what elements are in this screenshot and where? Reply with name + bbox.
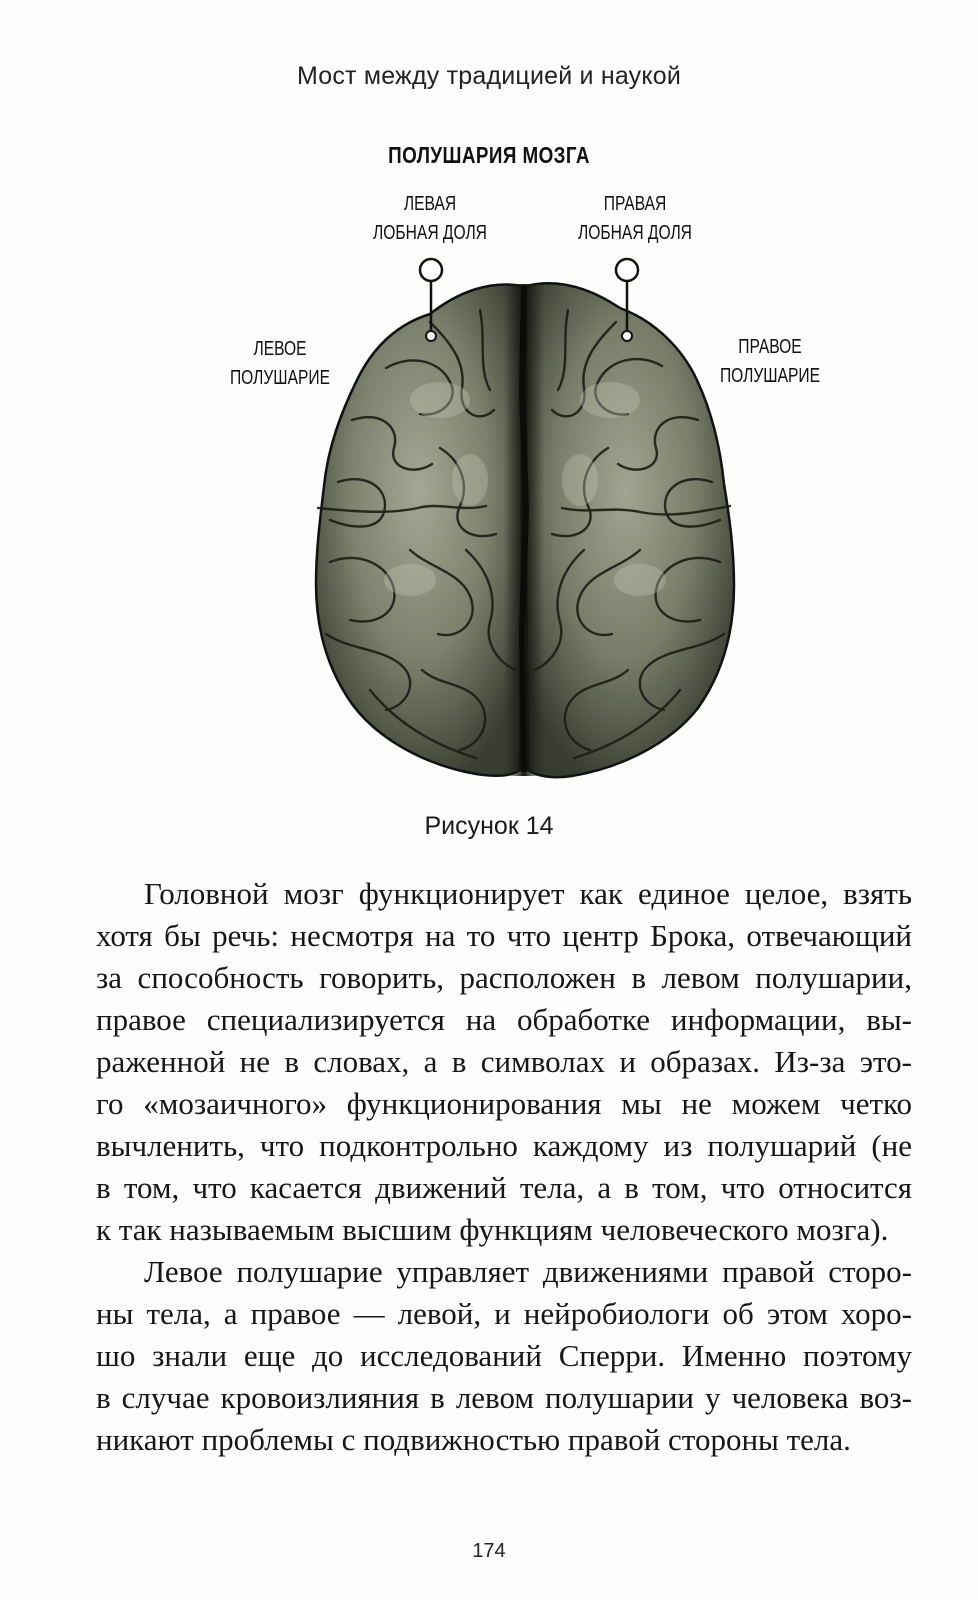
text-line: никают проблемы с подвижностью правой стороны тела.	[96, 1422, 851, 1457]
text-line: в случае кровоизлияния в левом полушарии у человека воз-	[96, 1380, 912, 1415]
paragraph	[96, 1251, 912, 1461]
label-line: ЛЕВАЯ	[403, 193, 457, 215]
text-line: шо знали еще до исследований Сперри. Именно поэтому	[96, 1338, 912, 1373]
paragraph	[96, 873, 912, 1251]
text-line: Головной мозг функционирует как единое целое, взять	[144, 876, 912, 911]
text-line: Левое полушарие управляет движениями правой сторо-	[144, 1254, 912, 1289]
label-line: ПРАВОЕ	[738, 336, 802, 358]
text-line: ны тела, а правое — левой, и нейробиологи об этом хоро-	[96, 1296, 912, 1331]
text-line: к так называемым высшим функциям человеческого мозга).	[96, 1212, 889, 1247]
figure-caption: Рисунок 14	[424, 812, 554, 840]
right-hemisphere-shape	[526, 283, 734, 777]
left-hemisphere-shape	[316, 284, 522, 775]
text-line: правое специализируется на обработке информации, вы-	[96, 1002, 912, 1037]
text-line: в том, что касается движений тела, а в том, что относится	[96, 1170, 912, 1205]
running-head: Мост между традицией и наукой	[296, 62, 682, 90]
text-line: хотя бы речь: несмотря на то что центр Брока, отвечающий	[96, 918, 912, 953]
brain-top-view-icon	[290, 250, 750, 790]
page-number: 174	[472, 1540, 506, 1562]
label-line: ЛОБНАЯ ДОЛЯ	[578, 222, 692, 244]
label-line: ЛОБНАЯ ДОЛЯ	[373, 222, 487, 244]
label-line: ЛЕВОЕ	[253, 338, 307, 360]
text-line: за способность говорить, расположен в левом полушарии,	[96, 960, 912, 995]
text-line: вычленить, что подконтрольно каждому из полушарий (не	[96, 1128, 912, 1163]
label-left-frontal-lobe	[364, 190, 497, 248]
label-line: ПОЛУШАРИЕ	[229, 367, 331, 389]
figure-title: ПОЛУШАРИЯ МОЗГА	[388, 142, 590, 168]
label-line: ПРАВАЯ	[603, 193, 667, 215]
label-right-frontal-lobe	[569, 190, 702, 248]
label-line: ПОЛУШАРИЕ	[719, 365, 821, 387]
text-line: раженной не в словах, а в символах и образах. Из-за это-	[96, 1044, 912, 1079]
body-text	[96, 873, 912, 1461]
text-line: го «мозаичного» функционирования мы не можем четко	[96, 1086, 912, 1121]
